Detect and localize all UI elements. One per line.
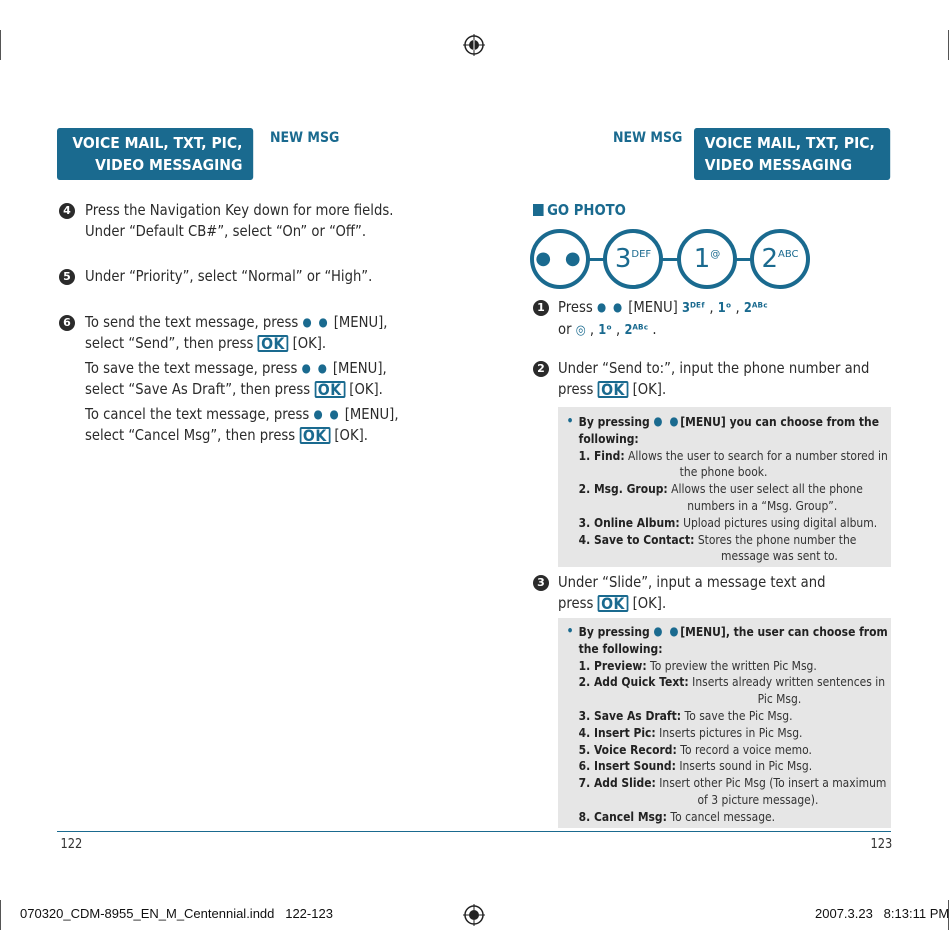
text: select “Save As Draft”, then press [85, 380, 311, 398]
item-text: Inserts already written sentences in [692, 674, 886, 690]
step-1 [558, 297, 938, 341]
key-sublabel: ABC [778, 249, 799, 260]
step-number-1: 1 [533, 300, 549, 316]
item-label: 8. Cancel Msg: [578, 808, 667, 824]
ok-key-icon: OK [598, 595, 629, 612]
text: [OK]. [349, 380, 383, 398]
key-2-abc-icon: 2ᴬᴮᶜ [743, 301, 768, 316]
menu-dots-icon: ● ● [302, 315, 330, 329]
item-text: To save the Pic Msg. [684, 707, 793, 723]
key-2-abc-icon [750, 229, 810, 289]
item-label: 6. Insert Sound: [578, 758, 676, 774]
item-text: To cancel message. [670, 808, 776, 824]
list-item [558, 481, 889, 498]
registration-mark-icon [463, 34, 485, 56]
slide-options-box [558, 618, 891, 828]
item-text: To preview the written Pic Msg. [650, 657, 817, 673]
step-2-line2 [558, 379, 892, 400]
text: To send the text message, press [85, 313, 299, 331]
footer-timestamp: 2007.3.23 8:13:11 PM [815, 906, 950, 921]
box-intro [558, 413, 889, 431]
text: [MENU] [628, 298, 678, 316]
step-4-line1: Press the Navigation Key down for more fields. [85, 201, 394, 219]
text: select “Cancel Msg”, then press [85, 426, 296, 444]
key-2-abc-icon: 2ᴬᴮᶜ [624, 323, 649, 338]
item-label: 4. Insert Pic: [578, 724, 656, 740]
text: [MENU], [344, 405, 399, 423]
key-label: ● ● [535, 248, 585, 269]
text: By pressing [578, 624, 650, 639]
step-6-save-line1 [85, 358, 419, 379]
item-text: To record a voice memo. [680, 741, 812, 757]
camera-key-icon: ◎ [575, 323, 586, 338]
crop-mark-right-top [948, 30, 949, 60]
text: To cancel the text message, press [85, 405, 310, 423]
step-5-line1: Under “Priority”, select “Normal” or “High”. [85, 267, 373, 285]
menu-dots-icon: ● ● [653, 624, 681, 638]
list-item-cont: of 3 picture message). [697, 791, 819, 807]
list-item [558, 758, 889, 775]
key-sublabel: DEF [631, 249, 652, 260]
page-rule [57, 831, 891, 832]
footer-filename: 070320_CDM-8955_EN_M_Centennial.indd 122-123 [20, 906, 333, 921]
page-number-left: 122 [60, 837, 83, 852]
ok-key-icon: OK [314, 381, 345, 398]
list-item-cont: numbers in a “Msg. Group”. [687, 497, 838, 513]
menu-dots-icon: ● ● [301, 361, 329, 375]
item-text: Inserts pictures in Pic Msg. [659, 724, 803, 740]
page-number-right: 123 [870, 837, 893, 852]
step-number-3: 3 [533, 575, 549, 591]
text: [MENU], [333, 313, 388, 331]
section-title [533, 201, 626, 219]
step-3 [558, 572, 938, 614]
box-intro-cont [558, 641, 889, 658]
step-4 [85, 200, 465, 242]
registration-mark-icon [463, 904, 485, 926]
section-title-text: GO PHOTO [547, 201, 626, 219]
text: [MENU], the user can choose from [680, 624, 888, 639]
text: [OK]. [632, 594, 667, 612]
list-item [558, 515, 889, 532]
left-subtitle: NEW MSG [270, 130, 340, 146]
item-text: Stores the phone number the [697, 531, 857, 547]
text: press [558, 380, 594, 398]
ok-key-icon: OK [299, 427, 330, 444]
left-section-header [57, 128, 253, 180]
list-item-cont: message was sent to. [721, 548, 838, 564]
text: [MENU], [332, 359, 387, 377]
step-number-5: 5 [59, 269, 75, 285]
item-text: Insert other Pic Msg (To insert a maximum [659, 775, 887, 791]
item-label: 4. Save to Contact: [578, 531, 695, 547]
right-section-header [694, 128, 890, 180]
key-label: 1 [693, 244, 711, 274]
list-item-cont: the phone book. [679, 464, 768, 480]
text: [OK]. [632, 380, 667, 398]
step-2-line1: Under “Send to:”, input the phone number and [558, 359, 870, 377]
step-1-line2: or ◎ , 1ᵒ , 2ᴬᴮᶜ . [558, 319, 892, 341]
list-item [558, 775, 889, 792]
item-label: 7. Add Slide: [578, 775, 656, 791]
key-label: 3 [614, 244, 632, 274]
item-label: 3. Save As Draft: [578, 707, 682, 723]
key-label: 2 [761, 244, 779, 274]
key-1-voicemail-icon [677, 229, 737, 289]
list-item [558, 809, 889, 826]
item-label: 3. Online Album: [578, 514, 680, 530]
list-item [558, 658, 889, 675]
key-1-voicemail-icon: 1ᵒ [717, 301, 732, 316]
list-item [558, 742, 889, 759]
step-number-6: 6 [59, 315, 75, 331]
text: the following: [578, 640, 663, 656]
list-item [558, 725, 889, 742]
item-label: 2. Add Quick Text: [578, 674, 689, 690]
menu-dots-icon: ● ● [653, 414, 681, 428]
text: following: [578, 430, 639, 446]
list-item [558, 674, 889, 691]
box-intro [558, 623, 889, 641]
step-1-line1: Press ● ● [MENU] 3ᴰᴱᶠ , 1ᵒ , 2ᴬᴮᶜ [558, 297, 892, 319]
step-3-line2 [558, 593, 892, 614]
text: By pressing [578, 414, 650, 429]
list-item [558, 448, 889, 465]
menu-options-box [558, 407, 891, 567]
key-3-def-icon [603, 229, 663, 289]
menu-dots-icon: ● ● [596, 300, 625, 314]
text: or [558, 320, 572, 338]
text: Press [558, 298, 593, 316]
key-sublabel: @ [710, 249, 721, 260]
step-6-cancel-line2 [85, 425, 419, 446]
text: [OK]. [292, 334, 327, 352]
step-6-send-line2 [85, 333, 419, 354]
text: press [558, 594, 594, 612]
menu-dots-icon: ● ● [313, 407, 341, 421]
step-6-send-line1 [85, 312, 419, 333]
key-3-def-icon: 3ᴰᴱᶠ [682, 301, 706, 316]
box-intro-cont [558, 431, 889, 448]
item-label: 1. Find: [578, 447, 625, 463]
step-3-line1: Under “Slide”, input a message text and [558, 573, 826, 591]
list-item [558, 532, 889, 549]
item-label: 2. Msg. Group: [578, 481, 668, 497]
item-label: 1. Preview: [578, 657, 647, 673]
ok-key-icon: OK [258, 335, 289, 352]
header-title-line2: VIDEO MESSAGING [95, 156, 243, 174]
step-6-cancel-line1 [85, 404, 419, 425]
crop-mark-left-bottom [0, 900, 1, 930]
key-1-voicemail-icon: 1ᵒ [598, 323, 612, 338]
ok-key-icon: OK [598, 381, 629, 398]
header-title-line2: VIDEO MESSAGING [704, 156, 853, 174]
item-text: Upload pictures using digital album. [683, 514, 878, 530]
step-4-line2: Under “Default CB#”, select “On” or “Off”. [85, 222, 367, 240]
menu-key-icon [530, 229, 590, 289]
item-text: Allows the user select all the phone [671, 481, 863, 497]
header-title-line1: VOICE MAIL, TXT, PIC, [72, 134, 243, 152]
list-item [558, 708, 889, 725]
step-2 [558, 358, 938, 400]
text: [OK]. [334, 426, 368, 444]
square-bullet-icon [533, 204, 544, 216]
right-subtitle: NEW MSG [613, 130, 683, 146]
text: select “Send”, then press [85, 334, 254, 352]
step-number-2: 2 [533, 361, 549, 377]
item-label: 5. Voice Record: [578, 741, 677, 757]
header-title-line1: VOICE MAIL, TXT, PIC, [704, 134, 875, 152]
text: To save the text message, press [85, 359, 298, 377]
item-text: Allows the user to search for a number stored in [628, 447, 888, 463]
step-6-save-line2 [85, 379, 419, 400]
text: [MENU] you can choose from the [680, 414, 879, 429]
step-6 [85, 312, 465, 446]
step-5 [85, 266, 465, 287]
crop-mark-left-top [0, 30, 1, 60]
item-text: Inserts sound in Pic Msg. [679, 758, 813, 774]
list-item-cont: Pic Msg. [757, 691, 802, 707]
step-number-4: 4 [59, 203, 75, 219]
